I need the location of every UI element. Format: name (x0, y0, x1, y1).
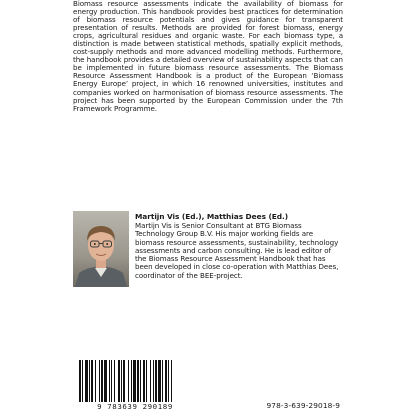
barcode-bar (99, 360, 100, 402)
barcode-bar (150, 360, 151, 402)
barcode-bar (155, 360, 157, 402)
barcode-bar (168, 360, 169, 402)
barcode-bar (128, 360, 129, 402)
barcode-bar (171, 360, 172, 402)
barcode-bar (79, 360, 81, 402)
barcode-bar (133, 360, 136, 402)
barcode-bar (153, 360, 154, 402)
barcode-bar (82, 360, 83, 402)
barcode-bar (137, 360, 139, 402)
barcode-bar (162, 360, 163, 402)
barcode-bar (95, 360, 96, 402)
barcode-bar (123, 360, 125, 402)
barcode-bars (73, 360, 197, 402)
barcode-bar (109, 360, 110, 402)
barcode-bar (111, 360, 112, 402)
barcode-bar (165, 360, 167, 402)
barcode-bar (114, 360, 115, 402)
barcode-bar (131, 360, 132, 402)
barcode-bar (104, 360, 107, 402)
barcode-bar (89, 360, 90, 402)
barcode-bar (91, 360, 93, 402)
barcode-bar (158, 360, 161, 402)
barcode-bar (101, 360, 103, 402)
isbn-number: 978-3-639-29018-9 (266, 401, 340, 410)
author-bio: Martijn Vis is Senior Consultant at BTG Biomass Technology Group B.V. His major working fields are biomass resource assessments, sustainability, technology assessments and carbon consulting. He is lead editor of the Biomass Resource Assessment Handbook that has been developed in close co-operation with Matthias Dees, coordinator of the BEE-project. (135, 221, 339, 280)
barcode-bar (121, 360, 122, 402)
barcode-bar (140, 360, 141, 402)
author-heading: Martijn Vis (Ed.), Matthias Dees (Ed.) (135, 212, 289, 221)
author-section (73, 211, 343, 301)
author-photo (73, 211, 129, 287)
barcode-bar (118, 360, 120, 402)
barcode-bar (143, 360, 145, 402)
barcode-bar (146, 360, 147, 402)
barcode-bar (85, 360, 88, 402)
barcode-digits: 9 783639 290189 (97, 402, 173, 411)
book-description: Biomass resource assessments indicate the availability of biomass for energy production. This handbook provides best practices for determination of biomass resource potentials and gives guidance for transparent presentation of results. Methods are provided for forest biomass, energy crops, agricultural residues and organic waste. For each biomass type, a distinction is made between statistical methods, spatially explicit methods, cost-supply methods and more advanced modelling methods. Furthermore, the handbook provides a detailed overview of sustainability aspects that can be implemented in future biomass resource assessments. The Biomass Resource Assessment Handbook is a product of the European ‘Biomass Energy Europe’ project, in which 16 renowned universities, institutes and companies worked on harmonisation of biomass resource assessments. The project has been supported by the European Commission under the 7th Framework Programme. (73, 0, 343, 113)
